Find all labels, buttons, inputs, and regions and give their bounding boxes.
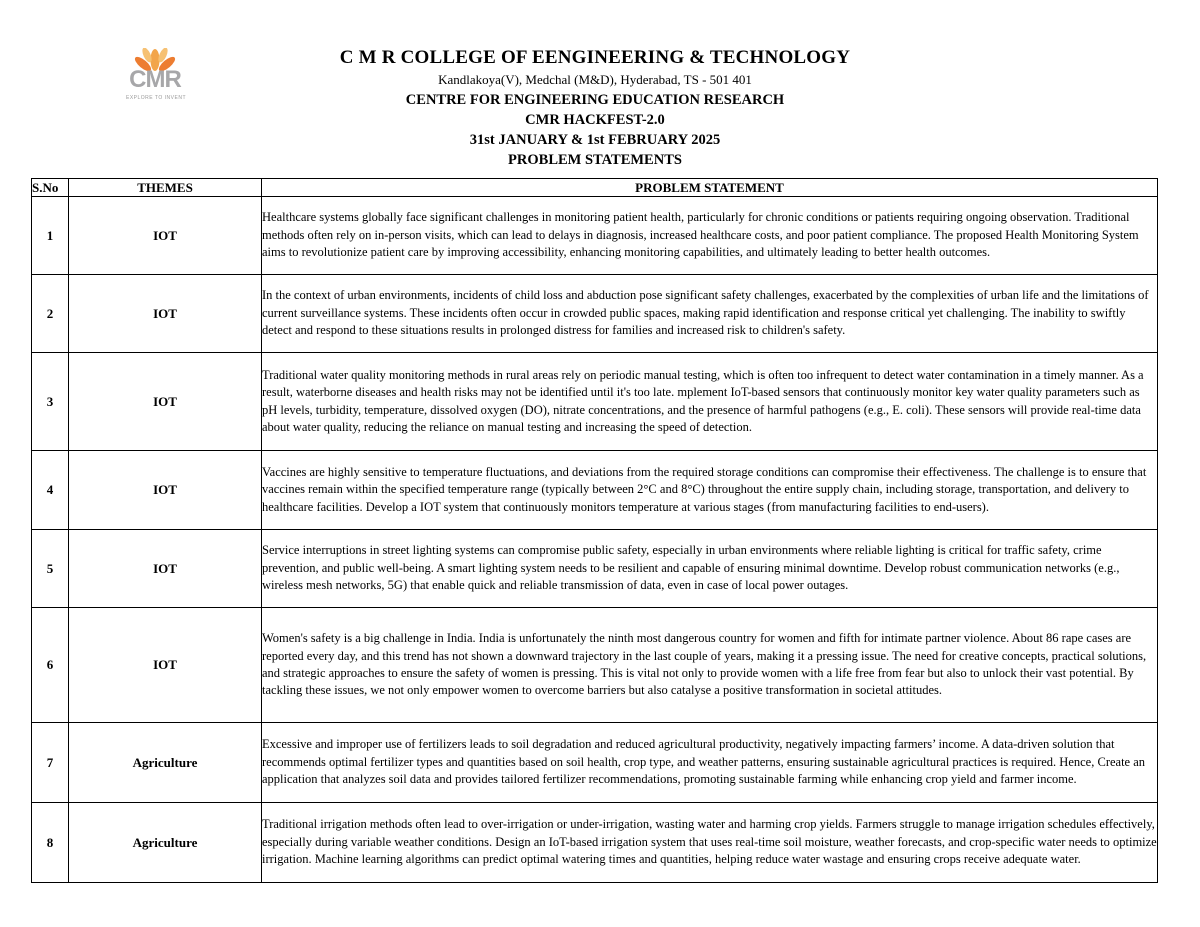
row-theme: Agriculture — [69, 723, 262, 803]
table-row — [32, 723, 1158, 803]
row-statement: Service interruptions in street lighting systems can compromise public safety, especially in urban environments where reliable lighting is critical for traffic safety, crime prevention, and public well-being. A smart lighting system needs to be resilient and capable of ensuring minimal downtime. Develop robust communication networks (e.g., wireless mesh networks, 5G) that enable quick and reliable transmission of data, even in case of local power outages. — [262, 530, 1158, 608]
row-sno: 8 — [32, 803, 69, 883]
table-header-row — [32, 179, 1158, 197]
header-themes: THEMES — [69, 179, 262, 197]
row-sno: 6 — [32, 608, 69, 723]
row-theme: IOT — [69, 197, 262, 275]
problem-statements-table — [31, 178, 1158, 883]
row-theme: IOT — [69, 451, 262, 530]
row-statement: In the context of urban environments, incidents of child loss and abduction pose significant safety challenges, exacerbated by the complexities of urban life and the limitations of current surveillance systems. These incidents often occur in crowded public spaces, making rapid identification and response critical yet challenging. The inability to swiftly detect and respond to these situations results in prolonged distress for families and increased risk to children's safety. — [262, 275, 1158, 353]
header-sno: S.No — [32, 179, 69, 197]
table-row — [32, 197, 1158, 275]
row-sno: 4 — [32, 451, 69, 530]
table-row — [32, 803, 1158, 883]
logo-tagline: EXPLORE TO INVENT — [126, 95, 186, 101]
row-theme: IOT — [69, 608, 262, 723]
row-statement: Healthcare systems globally face significant challenges in monitoring patient health, particularly for chronic conditions or patients requiring ongoing observation. Traditional methods often rely on in-person visits, which can lead to delays in diagnosis, increased healthcare costs, and poor patient compliance. The proposed Health Monitoring System aims to revolutionize patient care by improving accessibility, enhancing monitoring capabilities, and ultimately leading to better health outcomes. — [262, 197, 1158, 275]
college-name: C M R COLLEGE OF EENGINEERING & TECHNOLOGY — [339, 47, 851, 68]
centre-name: CENTRE FOR ENGINEERING EDUCATION RESEARCH — [405, 92, 785, 108]
table-row — [32, 608, 1158, 723]
table-row — [32, 530, 1158, 608]
header-statement: PROBLEM STATEMENT — [262, 179, 1158, 197]
row-sno: 3 — [32, 353, 69, 451]
row-sno: 7 — [32, 723, 69, 803]
table-row — [32, 451, 1158, 530]
row-statement: Women's safety is a big challenge in India. India is unfortunately the ninth most dangerous country for women and fifth for intimate partner violence. About 86 rape cases are reported every day, and this trend has not shown a downward trajectory in the last couple of years, making it a pressing issue. The need for creative concepts, practical solutions, and strategic approaches to ensure the safety of women is pressing. This is vital not only to provide women with a life free from fear but also to unlock their vast potential. By tackling these issues, we not only empower women to overcome barriers but also catalyse a positive transformation in societal attitudes. — [262, 608, 1158, 723]
row-theme: Agriculture — [69, 803, 262, 883]
college-address: Kandlakoya(V), Medchal (M&D), Hyderabad, TS - 501 401 — [438, 72, 752, 87]
row-statement: Vaccines are highly sensitive to temperature fluctuations, and deviations from the required storage conditions can compromise their effectiveness. The challenge is to ensure that vaccines remain within the specified temperature range (typically between 2°C and 8°C) throughout the entire supply chain, including storage, transportation, and delivery to healthcare facilities. Develop a IOT system that continuously monitors temperature at various stages (from manufacturing facilities to end-users). — [262, 451, 1158, 530]
row-statement: Traditional water quality monitoring methods in rural areas rely on periodic manual testing, which is often too infrequent to detect water contamination in a timely manner. As a result, waterborne diseases and health risks may not be identified until it's too late. mplement IoT-based sensors that continuously monitor key water quality parameters such as pH levels, turbidity, temperature, dissolved oxygen (DO), nitrate concentrations, and the presence of harmful pathogens (e.g., E. coli). These sensors will provide real-time data about water quality, reducing the reliance on manual testing and increasing the speed of detection. — [262, 353, 1158, 451]
row-theme: IOT — [69, 530, 262, 608]
event-dates: 31st JANUARY & 1st FEBRUARY 2025 — [469, 132, 721, 148]
event-name: CMR HACKFEST-2.0 — [525, 112, 665, 128]
row-sno: 1 — [32, 197, 69, 275]
logo-wordmark: CMR — [129, 66, 181, 93]
row-theme: IOT — [69, 353, 262, 451]
row-statement: Excessive and improper use of fertilizers leads to soil degradation and reduced agricultural productivity, negatively impacting farmers’ income. A data-driven solution that recommends optimal fertilizer types and quantities based on soil health, crop type, and weather patterns, ensuring sustainable agricultural practices is required. Hence, Create an application that analyzes soil data and provides tailored fertilizer recommendations, promoting sustainable farming while enhancing crop yield and farmer income. — [262, 723, 1158, 803]
document-header — [0, 46, 1190, 170]
row-sno: 5 — [32, 530, 69, 608]
row-statement: Traditional irrigation methods often lead to over-irrigation or under-irrigation, wasting water and harming crop yields. Farmers struggle to manage irrigation schedules effectively, especially during variable weather conditions. Design an IoT-based irrigation system that uses real-time soil moisture, weather forecasts, and crop-specific water needs to optimize irrigation. Machine learning algorithms can predict optimal watering times and quantities, helping reduce water wastage and ensuring crops receive adequate water. — [262, 803, 1158, 883]
table-row — [32, 353, 1158, 451]
document-title: PROBLEM STATEMENTS — [508, 152, 682, 168]
row-theme: IOT — [69, 275, 262, 353]
row-sno: 2 — [32, 275, 69, 353]
table-row — [32, 275, 1158, 353]
